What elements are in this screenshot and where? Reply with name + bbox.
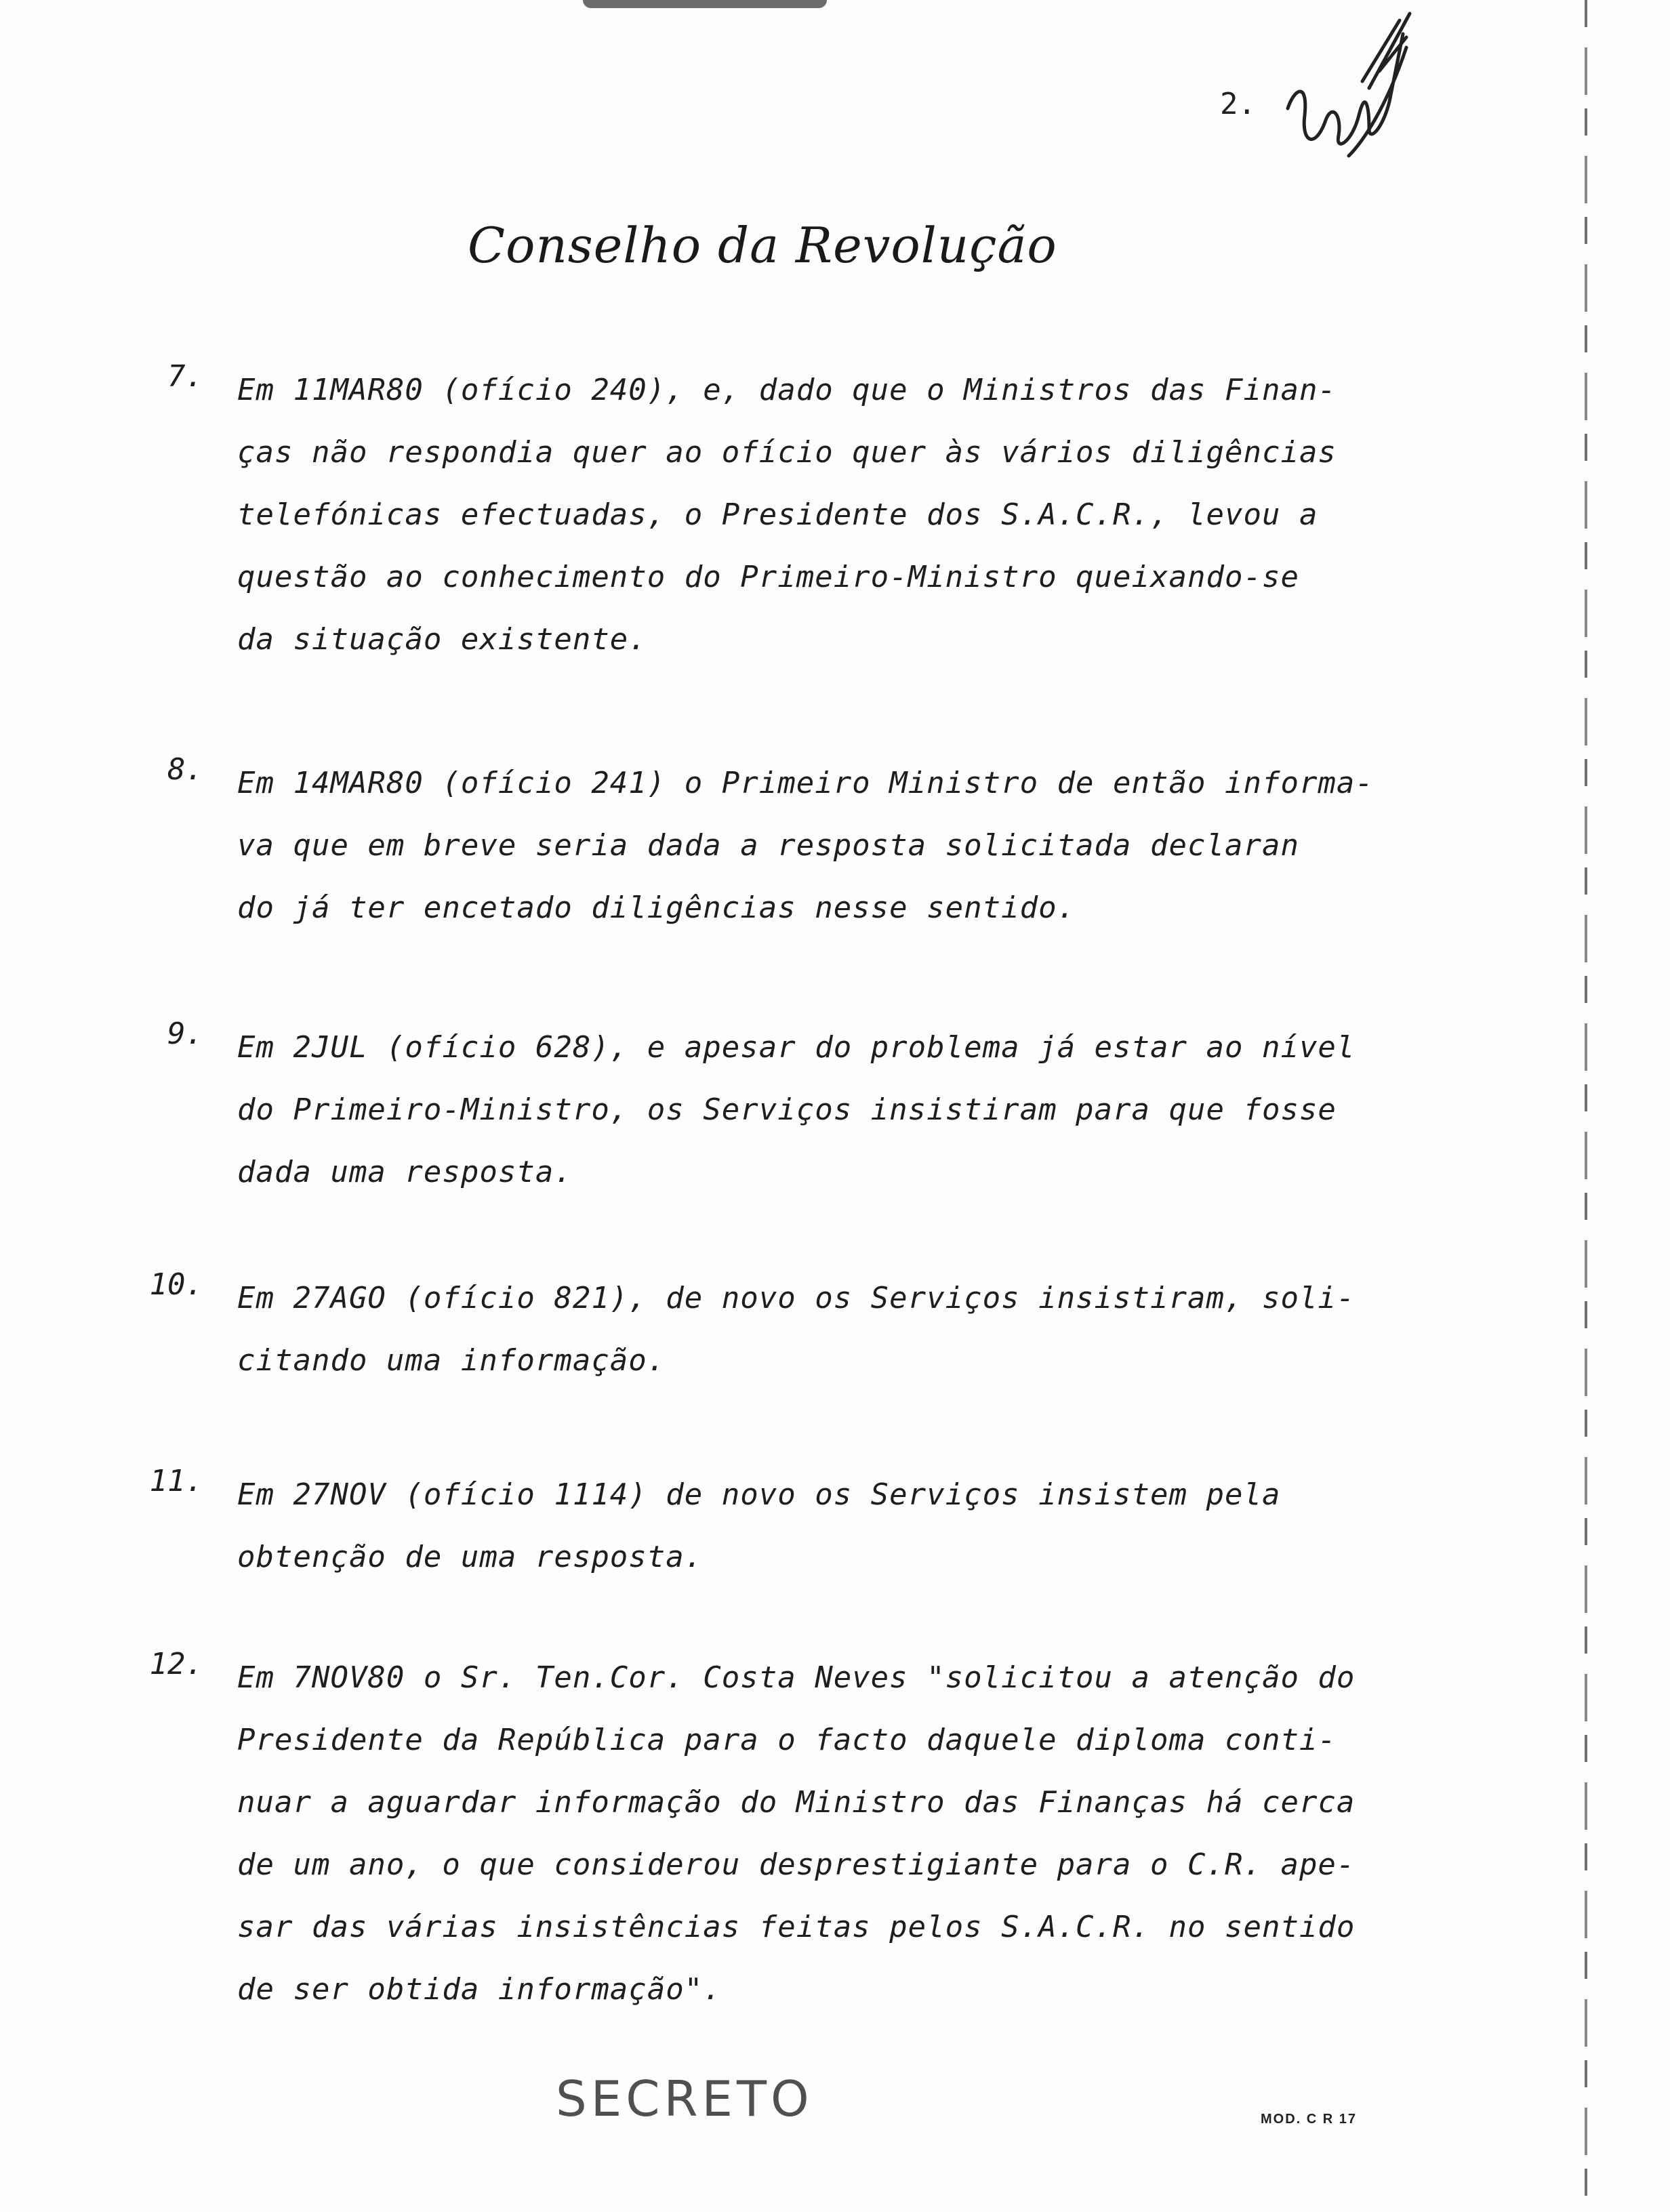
text-line: obtenção de uma resposta.	[237, 1540, 704, 1574]
scan-smudge	[583, 0, 827, 8]
text-line: do já ter encetado diligências nesse sentido.	[237, 890, 1076, 925]
item-number: 11.	[149, 1464, 203, 1498]
scan-edge	[1585, 0, 1587, 2212]
text-line: Em 27NOV (ofício 1114) de novo os Serviços insistem pela	[237, 1477, 1281, 1512]
text-line: citando uma informação.	[237, 1343, 666, 1378]
text-line: da situação existente.	[237, 622, 647, 657]
form-code: MOD. C R 17	[1261, 2112, 1358, 2127]
item-text	[237, 1464, 1389, 1589]
item-text	[237, 1647, 1389, 2021]
item-number: 9.	[167, 1017, 203, 1051]
item-number: 10.	[149, 1267, 203, 1302]
text-line: Presidente da República para o facto daquele diploma conti-	[237, 1723, 1337, 1757]
text-line: dada uma resposta.	[237, 1155, 573, 1189]
item-number: 7.	[167, 359, 203, 394]
text-line: va que em breve seria dada a resposta solicitada declaran	[237, 828, 1299, 863]
text-line: Em 7NOV80 o Sr. Ten.Cor. Costa Neves "solicitou a atenção do	[237, 1660, 1356, 1695]
text-line: ças não respondia quer ao ofício quer às vários diligências	[237, 435, 1337, 470]
text-line: de um ano, o que considerou desprestigiante para o C.R. ape-	[237, 1847, 1356, 1882]
text-line: sar das várias insistências feitas pelos S.A.C.R. no sentido	[237, 1910, 1356, 1944]
item-text	[237, 1017, 1389, 1204]
text-line: do Primeiro-Ministro, os Serviços insistiram para que fosse	[237, 1092, 1337, 1127]
letterhead-title: Conselho da Revolução	[468, 217, 1057, 274]
text-line: Em 2JUL (ofício 628), e apesar do problema já estar ao nível	[237, 1030, 1356, 1065]
page-number: 2.	[1220, 87, 1256, 121]
handwritten-signature	[1267, 7, 1417, 169]
text-line: Em 11MAR80 (ofício 240), e, dado que o Ministros das Finan-	[237, 373, 1337, 407]
text-line: questão ao conhecimento do Primeiro-Ministro queixando-se	[237, 560, 1299, 594]
text-line: Em 14MAR80 (ofício 241) o Primeiro Ministro de então informa-	[237, 766, 1374, 800]
text-line: de ser obtida informação".	[237, 1972, 722, 2007]
item-text	[237, 1267, 1389, 1392]
text-line: telefónicas efectuadas, o Presidente dos S.A.C.R., levou a	[237, 497, 1318, 532]
item-number: 12.	[149, 1647, 203, 1681]
item-text	[237, 752, 1389, 939]
classification-stamp: SECRETO	[556, 2070, 813, 2127]
item-text	[237, 359, 1389, 671]
item-number: 8.	[167, 752, 203, 787]
text-line: nuar a aguardar informação do Ministro das Finanças há cerca	[237, 1785, 1356, 1820]
text-line: Em 27AGO (ofício 821), de novo os Serviços insistiram, soli-	[237, 1281, 1356, 1315]
